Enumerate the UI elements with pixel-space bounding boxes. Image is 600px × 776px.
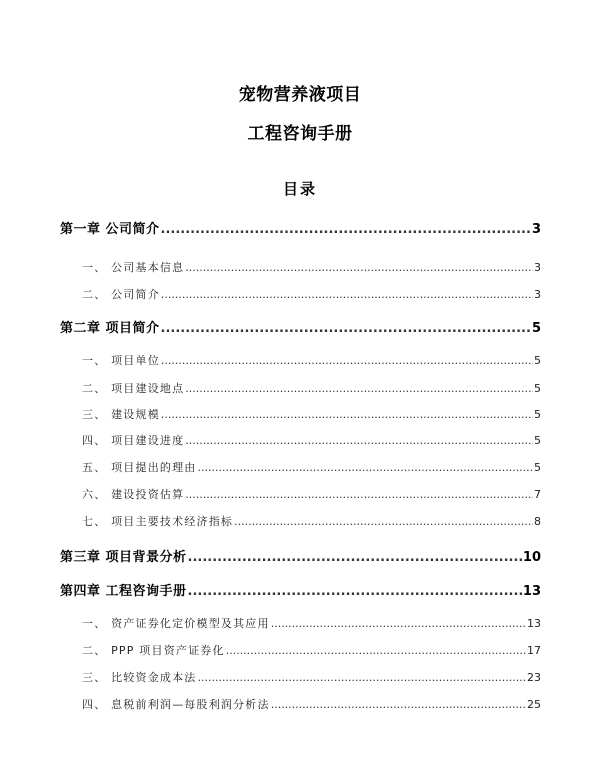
toc-section-4-3[interactable] <box>60 669 541 685</box>
toc-entry-label: 第四章 工程咨询手册 <box>60 584 187 599</box>
dot-leader <box>161 408 533 421</box>
toc-section-1-2[interactable] <box>60 286 541 302</box>
toc-entry-label: 一、 资产证券化定价模型及其应用 <box>82 617 270 630</box>
toc-entry-label: 七、 项目主要技术经济指标 <box>82 515 234 528</box>
dot-leader <box>198 461 534 474</box>
toc-entry-label: 第一章 公司简介 <box>60 222 160 237</box>
dot-leader <box>198 671 527 684</box>
dot-leader <box>271 617 526 630</box>
toc-section-2-4[interactable] <box>60 432 541 448</box>
toc-entry-page: 17 <box>527 644 541 657</box>
toc-entry-label: 第二章 项目简介 <box>60 321 160 336</box>
toc-entry-page: 13 <box>527 617 541 630</box>
toc-entry-label: 三、 建设规模 <box>82 408 160 421</box>
dot-leader <box>161 354 533 367</box>
toc-section-2-2[interactable] <box>60 380 541 396</box>
toc-entry-label: 一、 项目单位 <box>82 354 160 367</box>
toc-entry-label: 一、 公司基本信息 <box>82 261 185 274</box>
toc-section-2-5[interactable] <box>60 459 541 475</box>
toc-chapter-1[interactable] <box>60 218 541 237</box>
dot-leader <box>161 321 531 336</box>
toc-section-2-3[interactable] <box>60 406 541 422</box>
toc-entry-page: 5 <box>534 354 541 367</box>
toc-entry-label: 四、 项目建设进度 <box>82 434 185 447</box>
toc-section-4-4[interactable] <box>60 696 541 712</box>
toc-entry-page: 5 <box>534 382 541 395</box>
toc-heading: 目录 <box>282 180 317 198</box>
toc-entry-page: 3 <box>531 222 541 237</box>
dot-leader <box>185 261 533 274</box>
toc-section-4-2[interactable] <box>60 642 541 658</box>
toc-entry-page: 10 <box>522 550 541 565</box>
toc-section-2-7[interactable] <box>60 513 541 529</box>
toc-section-4-1[interactable] <box>60 615 541 631</box>
toc-entry-page: 7 <box>534 488 541 501</box>
toc-section-2-6[interactable] <box>60 486 541 502</box>
dot-leader <box>161 222 531 237</box>
toc-chapter-4[interactable] <box>60 580 541 599</box>
toc-entry-page: 23 <box>527 671 541 684</box>
toc-chapter-3[interactable] <box>60 546 541 565</box>
dot-leader <box>271 698 526 711</box>
toc-entry-page: 13 <box>522 584 541 599</box>
toc-entry-page: 5 <box>534 434 541 447</box>
toc-entry-page: 25 <box>527 698 541 711</box>
toc-entry-page: 5 <box>534 408 541 421</box>
dot-leader <box>188 550 522 565</box>
toc-entry-label: 二、 项目建设地点 <box>82 382 185 395</box>
toc-section-2-1[interactable] <box>60 352 541 368</box>
toc-entry-label: 二、 公司简介 <box>82 288 160 301</box>
document-title: 宠物营养液项目 <box>238 85 362 105</box>
dot-leader <box>185 488 533 501</box>
toc-entry-page: 3 <box>534 261 541 274</box>
toc-entry-label: 五、 项目提出的理由 <box>82 461 197 474</box>
toc-chapter-2[interactable] <box>60 317 541 336</box>
dot-leader <box>185 434 533 447</box>
dot-leader <box>185 382 533 395</box>
toc-entry-label: 四、 息税前利润—每股利润分析法 <box>82 698 270 711</box>
dot-leader <box>161 288 533 301</box>
toc-entry-label: 六、 建设投资估算 <box>82 488 185 501</box>
toc-entry-label: 二、 PPP 项目资产证券化 <box>82 644 225 657</box>
toc-section-1-1[interactable] <box>60 259 541 275</box>
document-subtitle: 工程咨询手册 <box>247 124 353 144</box>
dot-leader <box>234 515 533 528</box>
dot-leader <box>226 644 526 657</box>
toc-entry-page: 5 <box>534 461 541 474</box>
dot-leader <box>188 584 522 599</box>
toc-entry-page: 8 <box>534 515 541 528</box>
toc-entry-page: 3 <box>534 288 541 301</box>
toc-entry-label: 第三章 项目背景分析 <box>60 550 187 565</box>
toc-entry-page: 5 <box>531 321 541 336</box>
toc-entry-label: 三、 比较资金成本法 <box>82 671 197 684</box>
